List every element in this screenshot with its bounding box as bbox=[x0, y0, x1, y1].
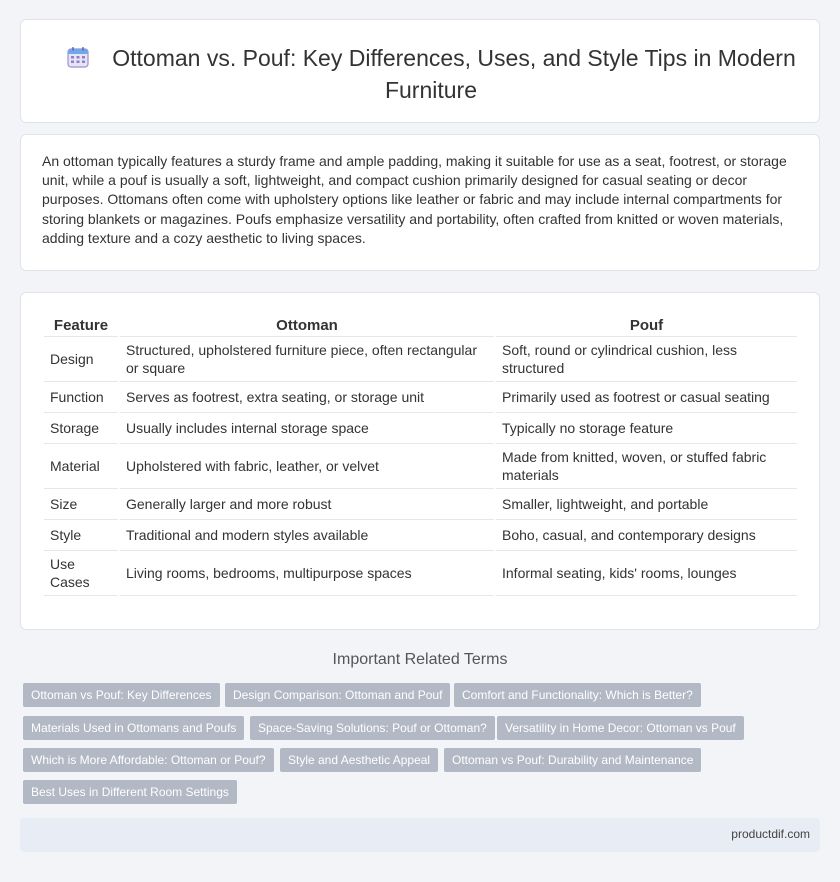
cell-ottoman: Traditional and modern styles available bbox=[120, 520, 494, 551]
comparison-table bbox=[42, 315, 799, 596]
cell-pouf: Primarily used as footrest or casual seating bbox=[496, 382, 797, 413]
cell-pouf: Soft, round or cylindrical cushion, less structured bbox=[496, 337, 797, 382]
cell-feature: Use Cases bbox=[44, 551, 118, 596]
header-feature: Feature bbox=[44, 315, 118, 337]
footer bbox=[20, 818, 820, 852]
table-header-row bbox=[44, 315, 797, 337]
cell-ottoman: Serves as footrest, extra seating, or storage unit bbox=[120, 382, 494, 413]
table-row bbox=[44, 520, 797, 551]
cell-feature: Function bbox=[44, 382, 118, 413]
cell-feature: Material bbox=[44, 444, 118, 489]
cell-ottoman: Usually includes internal storage space bbox=[120, 413, 494, 444]
related-term-tag[interactable]: Ottoman vs Pouf: Durability and Maintenance bbox=[444, 748, 701, 772]
related-term-tag[interactable]: Design Comparison: Ottoman and Pouf bbox=[225, 683, 450, 707]
table-row bbox=[44, 413, 797, 444]
cell-ottoman: Structured, upholstered furniture piece, often rectangular or square bbox=[120, 337, 494, 382]
cell-pouf: Typically no storage feature bbox=[496, 413, 797, 444]
cell-pouf: Smaller, lightweight, and portable bbox=[496, 489, 797, 520]
cell-feature: Size bbox=[44, 489, 118, 520]
comparison-card bbox=[20, 292, 820, 630]
related-term-tag[interactable]: Best Uses in Different Room Settings bbox=[23, 780, 237, 804]
cell-ottoman: Living rooms, bedrooms, multipurpose spaces bbox=[120, 551, 494, 596]
header-ottoman: Ottoman bbox=[120, 315, 494, 337]
related-term-tag[interactable]: Versatility in Home Decor: Ottoman vs Pouf bbox=[497, 716, 744, 740]
site-name[interactable]: productdif.com bbox=[731, 827, 810, 841]
cell-feature: Storage bbox=[44, 413, 118, 444]
table-row bbox=[44, 489, 797, 520]
cell-ottoman: Upholstered with fabric, leather, or velvet bbox=[120, 444, 494, 489]
calendar-icon bbox=[66, 45, 90, 76]
table-row bbox=[44, 382, 797, 413]
related-term-tag[interactable]: Ottoman vs Pouf: Key Differences bbox=[23, 683, 220, 707]
page-title: Ottoman vs. Pouf: Key Differences, Uses, and Style Tips in Modern Furniture bbox=[112, 45, 796, 103]
related-term-tag[interactable]: Materials Used in Ottomans and Poufs bbox=[23, 716, 244, 740]
header-card bbox=[20, 19, 820, 123]
cell-pouf: Made from knitted, woven, or stuffed fabric materials bbox=[496, 444, 797, 489]
cell-feature: Design bbox=[44, 337, 118, 382]
intro-card bbox=[20, 134, 820, 271]
cell-pouf: Boho, casual, and contemporary designs bbox=[496, 520, 797, 551]
related-term-tag[interactable]: Which is More Affordable: Ottoman or Pouf? bbox=[23, 748, 274, 772]
cell-ottoman: Generally larger and more robust bbox=[120, 489, 494, 520]
cell-feature: Style bbox=[44, 520, 118, 551]
table-row bbox=[44, 337, 797, 382]
related-terms-title: Important Related Terms bbox=[332, 651, 508, 668]
cell-pouf: Informal seating, kids' rooms, lounges bbox=[496, 551, 797, 596]
table-row bbox=[44, 551, 797, 596]
table-row bbox=[44, 444, 797, 489]
header-pouf: Pouf bbox=[496, 315, 797, 337]
related-term-tag[interactable]: Space-Saving Solutions: Pouf or Ottoman? bbox=[250, 716, 495, 740]
page-title-wrap bbox=[61, 44, 801, 105]
intro-paragraph: An ottoman typically features a sturdy frame and ample padding, making it suitable for use as a seat, footrest, or storage unit, while a pouf is usually a soft, lightweight, and compact cushion primarily designed for casual seating or decor purposes. Ottomans often come with upholstery options like leather or fabric and may include internal compartments for storing blankets or magazines. Poufs emphasize versatility and portability, often crafted from knitted or woven materials, adding texture and a cozy aesthetic to living spaces. bbox=[42, 153, 787, 246]
related-term-tag[interactable]: Style and Aesthetic Appeal bbox=[280, 748, 438, 772]
related-term-tag[interactable]: Comfort and Functionality: Which is Better? bbox=[454, 683, 701, 707]
